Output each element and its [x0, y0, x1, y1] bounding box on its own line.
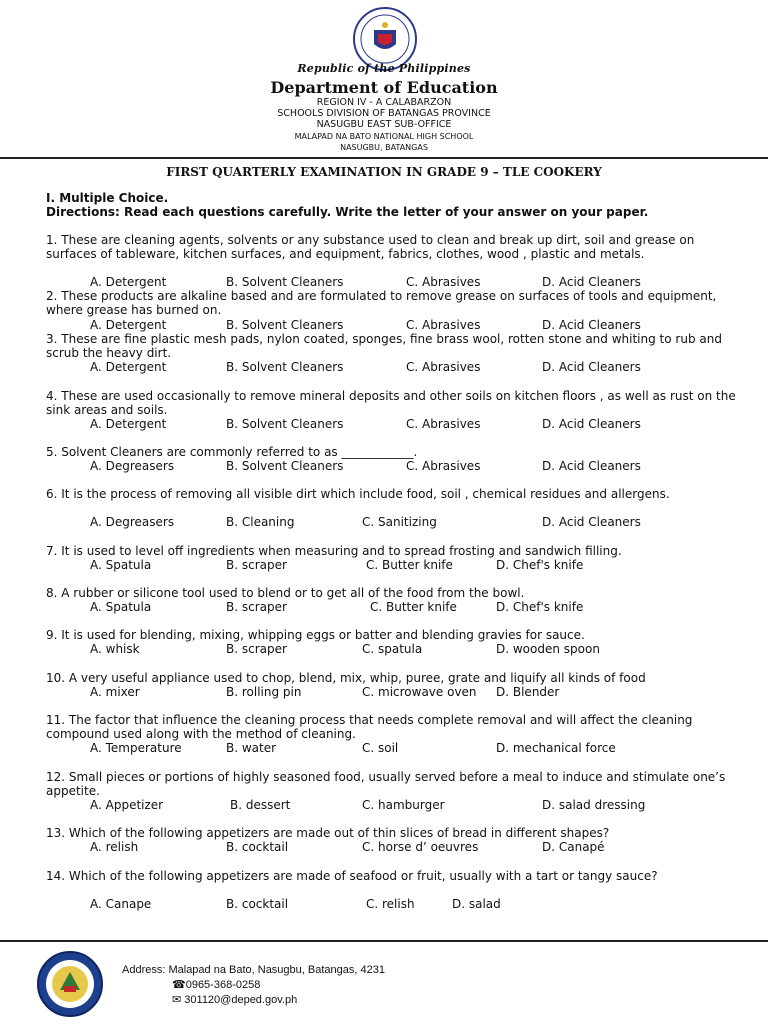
- section-heading: I. Multiple Choice.: [46, 191, 169, 205]
- option-d: D. Acid Cleaners: [542, 360, 641, 374]
- options-9: [90, 642, 730, 656]
- republic-heading: Republic of the Philippines: [297, 62, 471, 75]
- option-b: B. scraper: [226, 558, 287, 572]
- option-c: C. Abrasives: [406, 360, 481, 374]
- option-b: B. cocktail: [226, 840, 289, 854]
- option-b: B. scraper: [226, 642, 287, 656]
- option-c: C. Abrasives: [406, 318, 481, 332]
- phone-number: 0965-368-0258: [185, 979, 261, 991]
- option-b: B. Solvent Cleaners: [226, 459, 344, 473]
- option-a: A. Detergent: [90, 417, 167, 431]
- option-d: D. wooden spoon: [496, 642, 600, 656]
- footer-divider: [0, 940, 768, 942]
- suboffice-text: NASUGBU EAST SUB-OFFICE: [316, 119, 452, 130]
- option-b: B. rolling pin: [226, 685, 302, 699]
- region-text: REGION IV - A CALABARZON: [316, 97, 452, 108]
- school-seal-logo: [36, 950, 104, 1018]
- options-3: [90, 360, 730, 374]
- option-c: C. hamburger: [362, 798, 445, 812]
- option-a: A. relish: [90, 840, 139, 854]
- header-divider: [0, 157, 768, 159]
- option-c: C. Sanitizing: [362, 515, 437, 529]
- question-4: 4. These are used occasionally to remove mineral deposits and other soils on kitchen floors , as well as rust on the sink areas and soils.: [46, 389, 736, 417]
- option-a: A. Temperature: [90, 741, 182, 755]
- option-d: D. Chef's knife: [496, 600, 584, 614]
- option-b: B. Cleaning: [226, 515, 295, 529]
- option-b: B. Solvent Cleaners: [226, 360, 344, 374]
- email-address: 301120@deped.gov.ph: [184, 994, 298, 1006]
- option-c: C. soil: [362, 741, 399, 755]
- question-7: 7. It is used to level off ingredients when measuring and to spread frosting and sandwich filling.: [46, 544, 622, 558]
- option-a: A. Degreasers: [90, 459, 175, 473]
- footer-email: [172, 994, 297, 1007]
- option-b: B. Solvent Cleaners: [226, 275, 344, 289]
- option-c: C. horse d’ oeuvres: [362, 840, 479, 854]
- options-2: [90, 318, 730, 332]
- option-c: C. Abrasives: [406, 459, 481, 473]
- question-14: 14. Which of the following appetizers are made of seafood or fruit, usually with a tart or tangy sauce?: [46, 869, 658, 883]
- question-6: 6. It is the process of removing all visible dirt which include food, soil , chemical residues and allergens.: [46, 487, 670, 501]
- option-a: A. Detergent: [90, 318, 167, 332]
- option-b: B. water: [226, 741, 277, 755]
- location-text: NASUGBU, BATANGAS: [340, 143, 428, 152]
- option-d: D. Chef's knife: [496, 558, 584, 572]
- question-8: 8. A rubber or silicone tool used to blend or to get all of the food from the bowl.: [46, 586, 525, 600]
- options-14: [90, 897, 730, 911]
- option-c: C. Abrasives: [406, 275, 481, 289]
- option-d: D. Acid Cleaners: [542, 275, 641, 289]
- question-13: 13. Which of the following appetizers are made out of thin slices of bread in different shapes?: [46, 826, 610, 840]
- option-b: B. scraper: [226, 600, 287, 614]
- question-12: 12. Small pieces or portions of highly seasoned food, usually served before a meal to induce and stimulate one’s appetite.: [46, 770, 726, 798]
- question-3: 3. These are fine plastic mesh pads, nylon coated, sponges, fine brass wool, rotten stone and whiting to rub and scrub the heavy dirt.: [46, 332, 722, 360]
- option-a: A. Detergent: [90, 360, 167, 374]
- option-a: A. Detergent: [90, 275, 167, 289]
- option-a: A. Spatula: [90, 558, 152, 572]
- option-d: D. Acid Cleaners: [542, 515, 641, 529]
- division-text: SCHOOLS DIVISION OF BATANGAS PROVINCE: [277, 108, 491, 119]
- option-d: D. Canapé: [542, 840, 605, 854]
- option-d: D. Acid Cleaners: [542, 318, 641, 332]
- option-c: C. Butter knife: [366, 558, 453, 572]
- option-d: D. salad dressing: [542, 798, 646, 812]
- option-c: C. Butter knife: [370, 600, 457, 614]
- options-11: [90, 741, 730, 755]
- question-2: 2. These products are alkaline based and are formulated to remove grease on surfaces of tools and equipment, where grease has burned on.: [46, 289, 717, 317]
- exam-title: FIRST QUARTERLY EXAMINATION IN GRADE 9 – TLE COOKERY: [166, 165, 602, 179]
- options-7: [90, 558, 730, 572]
- option-d: D. mechanical force: [496, 741, 616, 755]
- footer-address: Address: Malapad na Bato, Nasugbu, Batangas, 4231: [122, 964, 385, 976]
- option-a: A. Degreasers: [90, 515, 175, 529]
- option-c: C. relish: [366, 897, 415, 911]
- option-b: B. cocktail: [226, 897, 289, 911]
- option-d: D. salad: [452, 897, 501, 911]
- option-a: A. whisk: [90, 642, 140, 656]
- option-b: B. dessert: [230, 798, 291, 812]
- option-a: A. Canape: [90, 897, 152, 911]
- option-b: B. Solvent Cleaners: [226, 318, 344, 332]
- question-9: 9. It is used for blending, mixing, whipping eggs or batter and blending gravies for sauce.: [46, 628, 585, 642]
- option-a: A. Spatula: [90, 600, 152, 614]
- options-13: [90, 840, 730, 854]
- option-b: B. Solvent Cleaners: [226, 417, 344, 431]
- question-5: 5. Solvent Cleaners are commonly referred to as ____________.: [46, 445, 418, 459]
- option-c: C. Abrasives: [406, 417, 481, 431]
- footer-phone: [172, 979, 260, 992]
- envelope-icon: ✉: [172, 994, 182, 1006]
- options-4: [90, 417, 730, 431]
- school-text: MALAPAD NA BATO NATIONAL HIGH SCHOOL: [294, 132, 474, 141]
- question-1: 1. These are cleaning agents, solvents or any substance used to clean and break up dirt, soil and grease on surfaces of tableware, kitchen surfaces, and equipment, fabrics, clothes, wood , plastic and metals.: [46, 233, 695, 261]
- option-c: C. spatula: [362, 642, 423, 656]
- question-10: 10. A very useful appliance used to chop, blend, mix, whip, puree, grate and liquify all kinds of food: [46, 671, 646, 685]
- directions-text: Directions: Read each questions carefully. Write the letter of your answer on your paper.: [46, 205, 649, 219]
- phone-icon: ☎: [172, 979, 186, 991]
- option-d: D. Acid Cleaners: [542, 417, 641, 431]
- options-8: [90, 600, 730, 614]
- question-11: 11. The factor that influence the cleaning process that needs complete removal and will affect the cleaning compound used along with the method of cleaning.: [46, 713, 693, 741]
- option-a: A. mixer: [90, 685, 140, 699]
- options-6: [90, 515, 730, 529]
- options-1: [90, 275, 730, 289]
- options-10: [90, 685, 730, 699]
- option-c: C. microwave oven: [362, 685, 477, 699]
- options-5: [90, 459, 730, 473]
- options-12: [90, 798, 730, 812]
- option-d: D. Blender: [496, 685, 560, 699]
- option-d: D. Acid Cleaners: [542, 459, 641, 473]
- option-a: A. Appetizer: [90, 798, 164, 812]
- department-heading: Department of Education: [270, 78, 498, 97]
